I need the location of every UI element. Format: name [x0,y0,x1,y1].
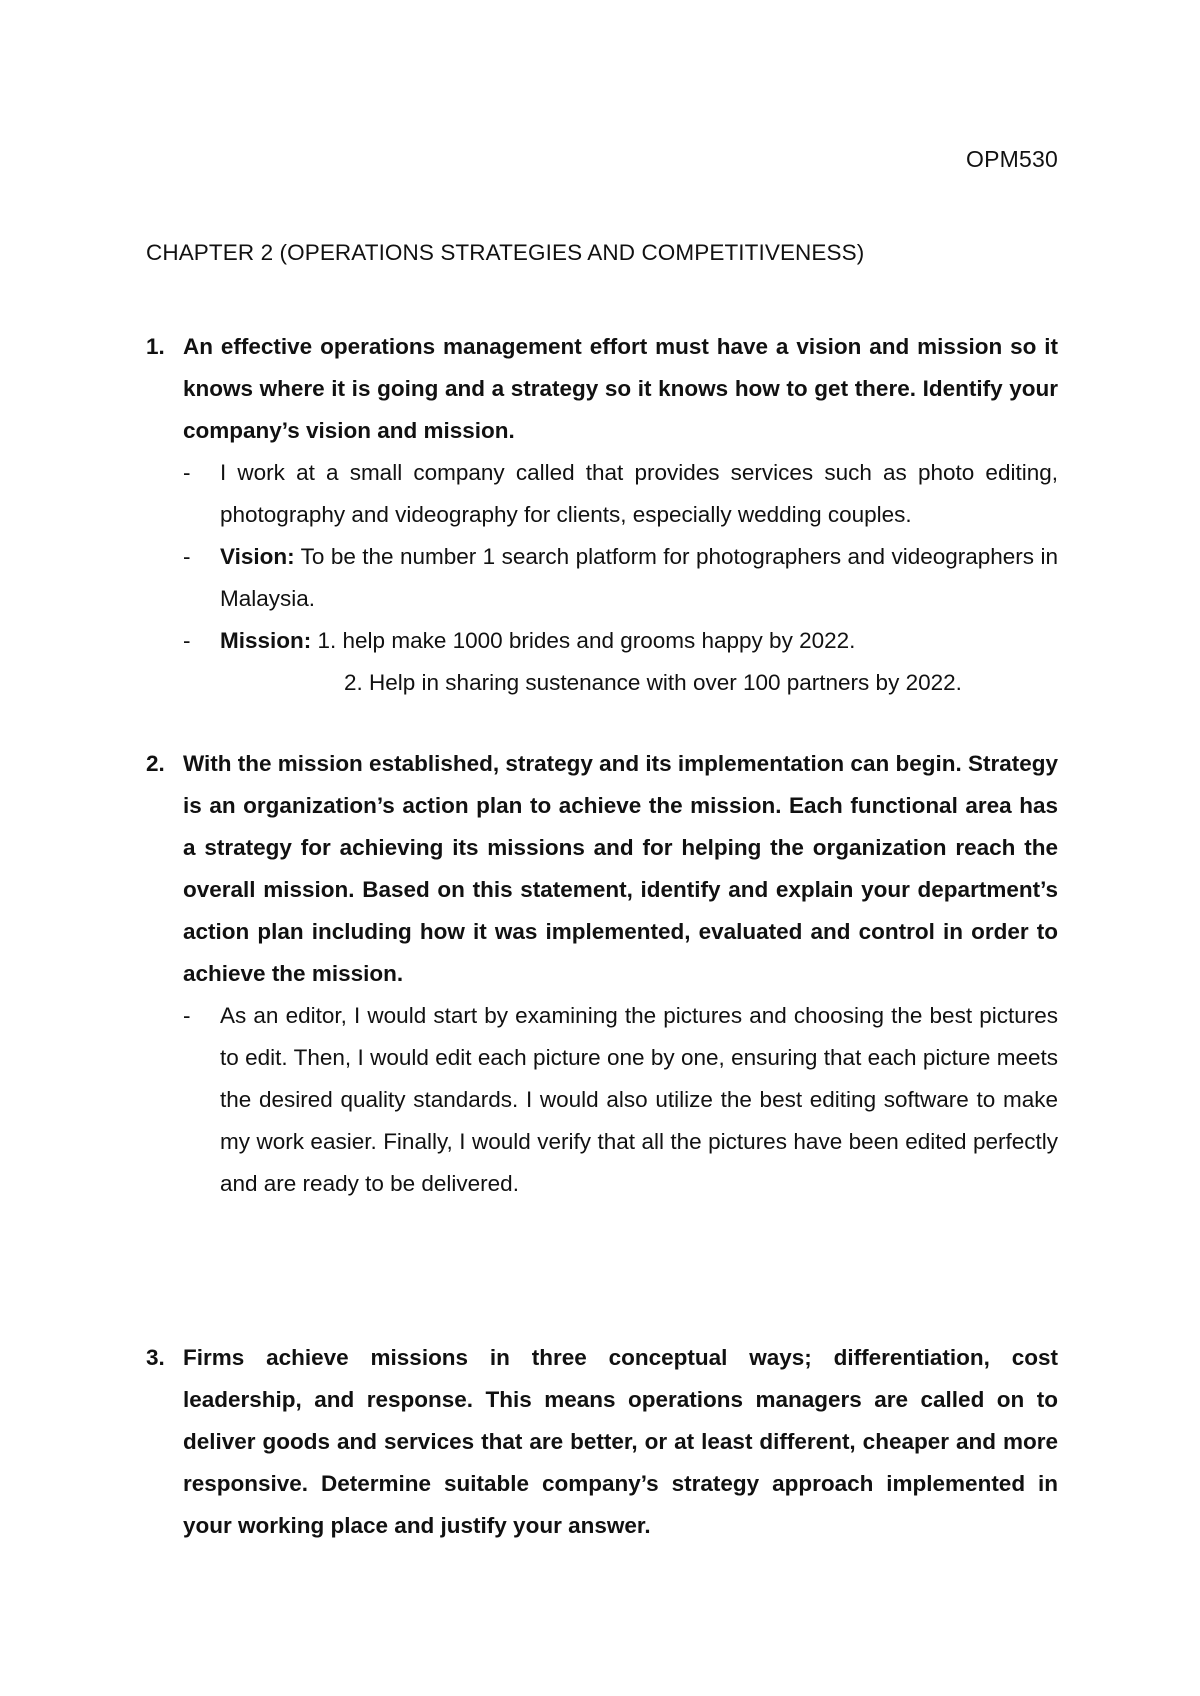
question-text: Firms achieve missions in three conceptual ways; differentiation, cost leadership, and response. This means operations managers are called on to deliver goods and services that are better, or at least different, cheaper and more responsive. Determine suitable company’s strategy approach implemented in your working place and justify your answer. [183,1345,1058,1538]
question-number: 1. [146,334,165,359]
question-1 [146,326,1058,704]
answer-item-vision [183,536,1058,620]
mission-text-1: 1. help make 1000 brides and grooms happy by 2022. [311,628,856,653]
question-3 [146,1337,1058,1547]
mission-label: Mission: [220,628,312,653]
bullet-dash: - [183,544,191,569]
bullet-dash: - [183,1003,191,1028]
question-2 [146,743,1058,1205]
answer-item [183,995,1058,1205]
question-number: 3. [146,1345,165,1370]
mission-text-2: 2. Help in sharing sustenance with over 100 partners by 2022. [344,670,962,695]
answer-item-mission [183,620,1058,662]
bullet-dash: - [183,628,191,653]
answer-text: I work at a small company called that provides services such as photo editing, photography and videography for clients, especially wedding couples. [220,460,1058,527]
chapter-title: CHAPTER 2 (OPERATIONS STRATEGIES AND COMPETITIVENESS) [146,240,865,265]
question-number: 2. [146,751,165,776]
vision-text: To be the number 1 search platform for photographers and videographers in Malaysia. [220,544,1058,611]
question-text: An effective operations management effort must have a vision and mission so it knows where it is going and a strategy so it knows how to get there. Identify your company’s vision and mission. [183,334,1058,443]
question-text: With the mission established, strategy and its implementation can begin. Strategy is an organization’s action plan to achieve the mission. Each functional area has a strategy for achieving its missions and for helping the organization reach the overall mission. Based on this statement, identify and explain your department’s action plan including how it was implemented, evaluated and control in order to achieve the mission. [183,751,1058,986]
answer-text: As an editor, I would start by examining the pictures and choosing the best pictures to edit. Then, I would edit each picture one by one, ensuring that each picture meets the desired quality standards. I would also utilize the best editing software to make my work easier. Finally, I would verify that all the pictures have been edited perfectly and are ready to be delivered. [220,1003,1058,1196]
bullet-dash: - [183,460,191,485]
answer-item [183,452,1058,536]
vision-label: Vision: [220,544,295,569]
course-code: OPM530 [966,146,1058,172]
